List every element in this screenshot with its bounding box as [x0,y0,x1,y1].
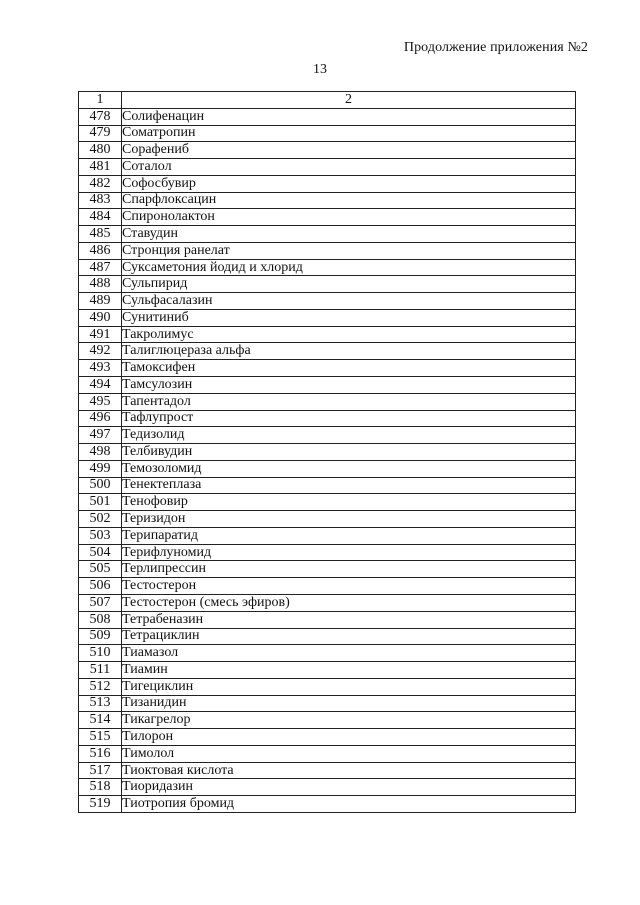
drug-name: Тиамазол [122,645,576,662]
row-number: 483 [79,192,122,209]
table-row [79,628,576,645]
drug-name: Тиоридазин [122,779,576,796]
table-row [79,594,576,611]
row-number: 514 [79,712,122,729]
row-number: 498 [79,444,122,461]
drug-name: Соталол [122,159,576,176]
table-row [79,226,576,243]
drug-name: Сульпирид [122,276,576,293]
table-row [79,427,576,444]
drug-name: Тикагрелор [122,712,576,729]
drug-name: Тиамин [122,662,576,679]
table-row [79,712,576,729]
drug-name: Спиронолактон [122,209,576,226]
drug-name: Тамоксифен [122,360,576,377]
table-row [79,326,576,343]
table-row [79,192,576,209]
table-row [79,460,576,477]
drug-name: Такролимус [122,326,576,343]
drug-name: Спарфлоксацин [122,192,576,209]
drug-name: Суксаметония йодид и хлорид [122,259,576,276]
row-number: 480 [79,142,122,159]
table-row [79,125,576,142]
row-number: 492 [79,343,122,360]
drug-name: Талиглюцераза альфа [122,343,576,360]
table-row [79,259,576,276]
drug-name: Тедизолид [122,427,576,444]
table-row [79,678,576,695]
table-row [79,645,576,662]
table-row [79,477,576,494]
table-row [79,578,576,595]
table-row [79,276,576,293]
row-number: 515 [79,729,122,746]
table-row [79,511,576,528]
drug-name: Тафлупрост [122,410,576,427]
row-number: 513 [79,695,122,712]
row-number: 502 [79,511,122,528]
row-number: 510 [79,645,122,662]
table-row [79,377,576,394]
table-row [79,745,576,762]
row-number: 478 [79,108,122,125]
drug-name: Тетрабеназин [122,611,576,628]
drug-name: Тенектеплаза [122,477,576,494]
row-number: 495 [79,393,122,410]
drug-name: Тенофовир [122,494,576,511]
drug-name: Тиотропия бромид [122,796,576,813]
drug-name: Тизанидин [122,695,576,712]
appendix-continuation-note: Продолжение приложения №2 [403,40,588,55]
table-row [79,393,576,410]
row-number: 485 [79,226,122,243]
table-row [79,762,576,779]
column-header-name: 2 [122,92,576,109]
table-row [79,729,576,746]
drug-name: Софосбувир [122,175,576,192]
row-number: 496 [79,410,122,427]
table-row [79,494,576,511]
row-number: 519 [79,796,122,813]
row-number: 490 [79,309,122,326]
table-row [79,611,576,628]
table-row [79,343,576,360]
row-number: 505 [79,561,122,578]
drug-name: Тимолол [122,745,576,762]
table-row [79,309,576,326]
drug-name: Тестостерон (смесь эфиров) [122,594,576,611]
drug-name: Сульфасалазин [122,293,576,310]
column-header-number: 1 [79,92,122,109]
row-number: 494 [79,377,122,394]
drug-list-table [78,91,576,813]
table-row [79,796,576,813]
drug-name: Терипаратид [122,527,576,544]
drug-name: Тетрациклин [122,628,576,645]
table-row [79,527,576,544]
table-row [79,360,576,377]
table-row [79,242,576,259]
table-row [79,544,576,561]
drug-name: Солифенацин [122,108,576,125]
row-number: 517 [79,762,122,779]
drug-name: Соматропин [122,125,576,142]
row-number: 511 [79,662,122,679]
drug-name: Тестостерон [122,578,576,595]
row-number: 488 [79,276,122,293]
row-number: 499 [79,460,122,477]
row-number: 500 [79,477,122,494]
table-row [79,159,576,176]
row-number: 503 [79,527,122,544]
row-number: 493 [79,360,122,377]
table-row [79,444,576,461]
drug-name: Тиоктовая кислота [122,762,576,779]
row-number: 504 [79,544,122,561]
drug-name: Сунитиниб [122,309,576,326]
row-number: 489 [79,293,122,310]
table-row [79,561,576,578]
row-number: 487 [79,259,122,276]
row-number: 516 [79,745,122,762]
table-row [79,662,576,679]
row-number: 501 [79,494,122,511]
row-number: 507 [79,594,122,611]
drug-name: Стронция ранелат [122,242,576,259]
drug-name: Телбивудин [122,444,576,461]
row-number: 479 [79,125,122,142]
page-number: 13 [313,62,327,77]
drug-name: Терифлуномид [122,544,576,561]
drug-name: Сорафениб [122,142,576,159]
row-number: 509 [79,628,122,645]
table-row [79,209,576,226]
drug-name: Темозоломид [122,460,576,477]
row-number: 506 [79,578,122,595]
table-header-row [79,92,576,109]
drug-name: Терлипрессин [122,561,576,578]
row-number: 486 [79,242,122,259]
row-number: 508 [79,611,122,628]
table-row [79,779,576,796]
row-number: 484 [79,209,122,226]
row-number: 481 [79,159,122,176]
table-row [79,175,576,192]
drug-name: Тигециклин [122,678,576,695]
row-number: 512 [79,678,122,695]
row-number: 482 [79,175,122,192]
drug-name: Тамсулозин [122,377,576,394]
table-row [79,410,576,427]
row-number: 497 [79,427,122,444]
table-row [79,695,576,712]
row-number: 491 [79,326,122,343]
table-row [79,142,576,159]
row-number: 518 [79,779,122,796]
drug-name: Теризидон [122,511,576,528]
drug-name: Тапентадол [122,393,576,410]
drug-name: Тилорон [122,729,576,746]
table-row [79,108,576,125]
drug-name: Ставудин [122,226,576,243]
table-row [79,293,576,310]
table-body [79,92,576,813]
